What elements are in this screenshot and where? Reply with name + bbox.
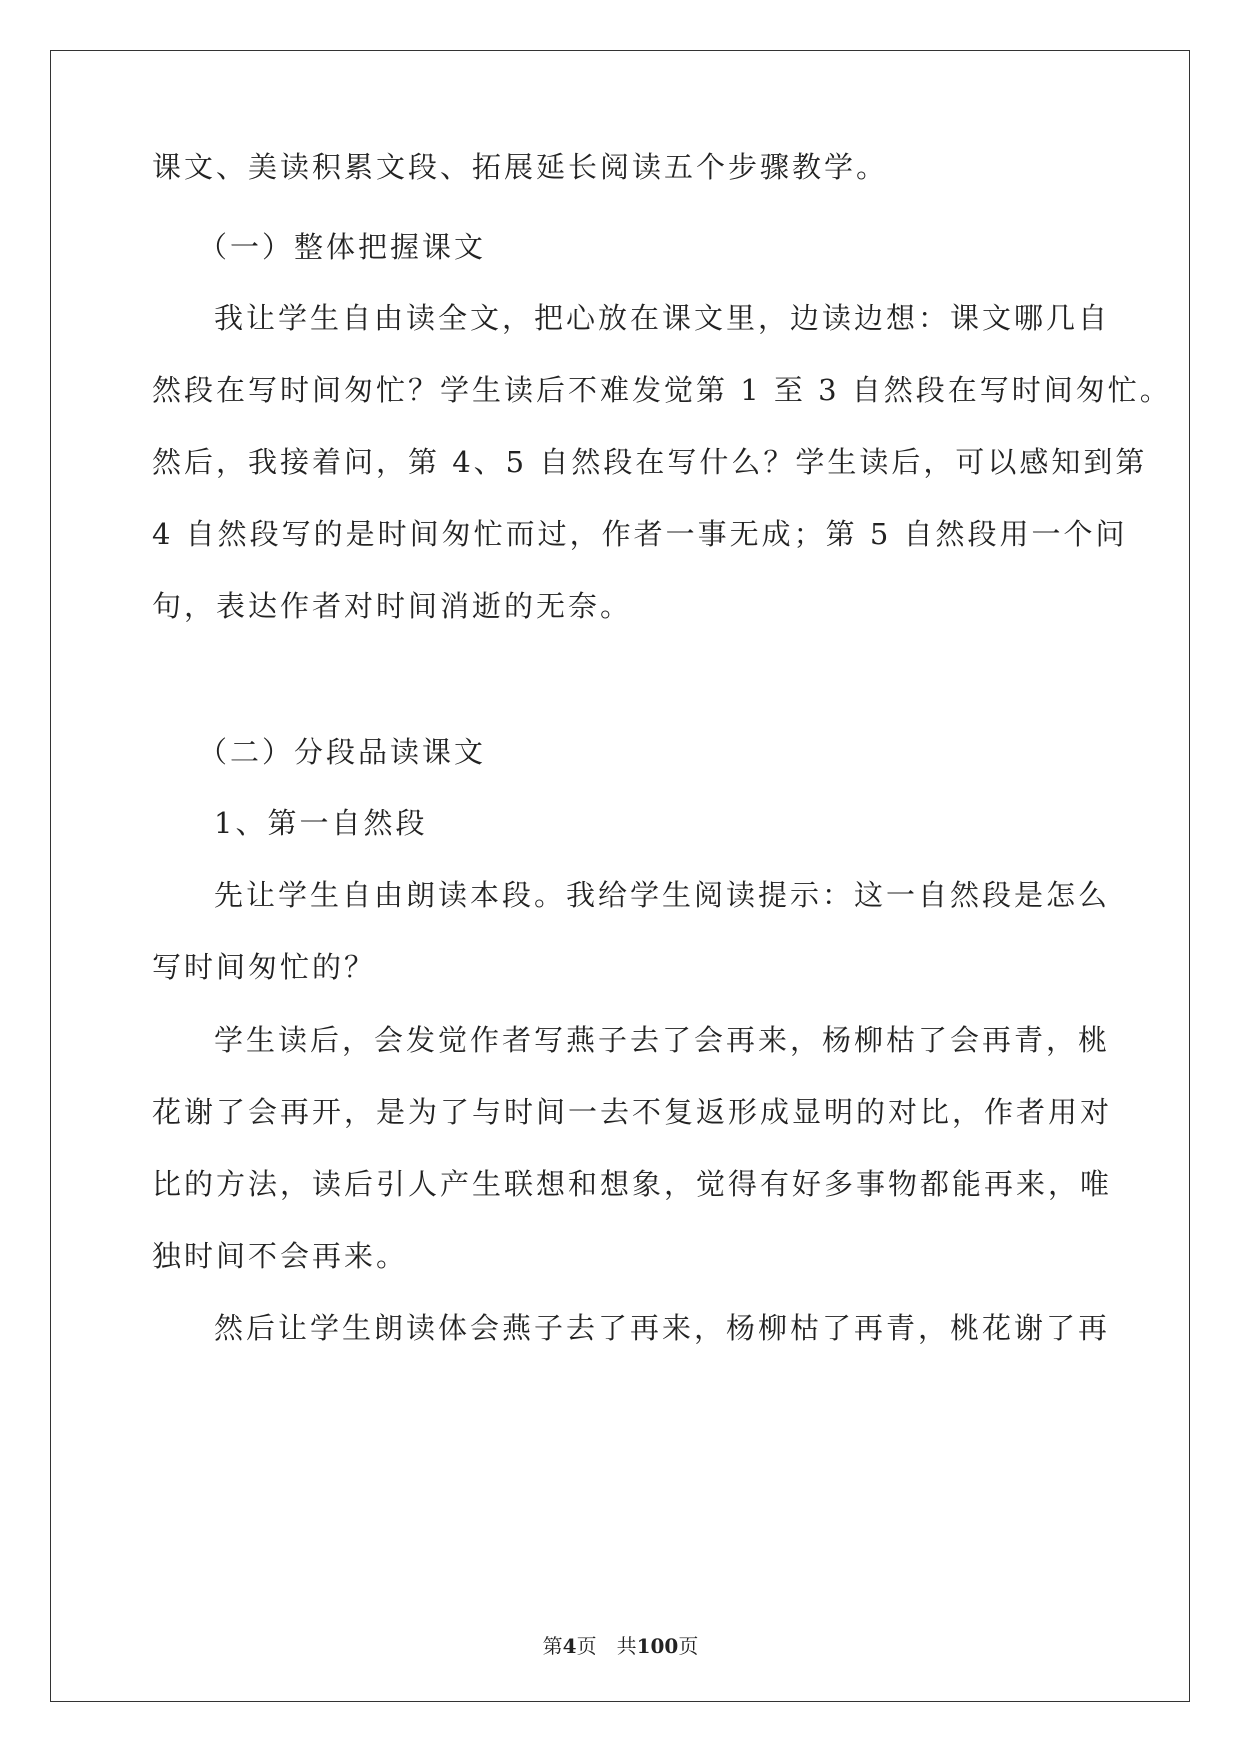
- paragraph-line-1: 课文、美读积累文段、拓展延长阅读五个步骤教学。: [152, 150, 889, 184]
- paragraph-line-5: 4 自然段写的是时间匆忙而过，作者一事无成；第 5 自然段用一个问: [152, 517, 1128, 551]
- total-page-count: 100: [636, 1634, 679, 1658]
- paragraph-line-8: 写时间匆忙的？: [152, 950, 377, 984]
- footer-mid: 页 共: [576, 1634, 637, 1658]
- paragraph-line-4: 然后，我接着问，第 4、5 自然段在写什么？学生读后，可以感知到第: [152, 445, 1148, 479]
- paragraph-line-11: 比的方法，读后引人产生联想和想象，觉得有好多事物都能再来，唯: [152, 1167, 1113, 1201]
- footer-suffix: 页: [678, 1634, 699, 1658]
- footer-prefix: 第: [542, 1634, 563, 1658]
- paragraph-line-3: 然段在写时间匆忙？学生读后不难发觉第 1 至 3 自然段在写时间匆忙。: [152, 373, 1172, 407]
- section-heading-2: （二）分段品读课文: [198, 735, 487, 769]
- section-heading-1: （一）整体把握课文: [198, 230, 487, 264]
- page-footer: [0, 1630, 1241, 1659]
- paragraph-line-12: 独时间不会再来。: [152, 1239, 409, 1273]
- paragraph-line-10: 花谢了会再开，是为了与时间一去不复返形成显明的对比，作者用对: [152, 1095, 1113, 1129]
- paragraph-line-6: 句，表达作者对时间消逝的无奈。: [152, 589, 633, 623]
- subsection-heading: 1、第一自然段: [214, 806, 428, 840]
- paragraph-line-7: 先让学生自由朗读本段。我给学生阅读提示：这一自然段是怎么: [214, 878, 1111, 912]
- paragraph-line-9: 学生读后，会发觉作者写燕子去了会再来，杨柳枯了会再青，桃: [214, 1023, 1111, 1057]
- current-page-number: 4: [562, 1634, 577, 1658]
- paragraph-line-2: 我让学生自由读全文，把心放在课文里，边读边想：课文哪几自: [214, 301, 1111, 335]
- paragraph-line-13: 然后让学生朗读体会燕子去了再来，杨柳枯了再青，桃花谢了再: [214, 1311, 1111, 1345]
